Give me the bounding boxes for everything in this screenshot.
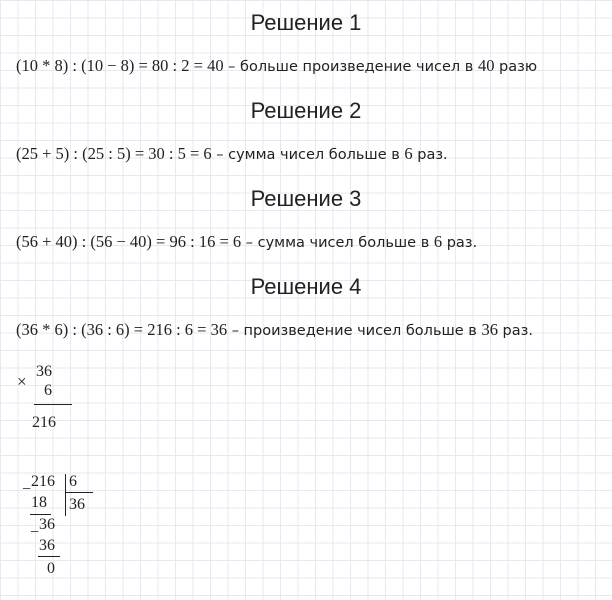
solution-2-expression: (25 + 5) : (25 : 5) = 30 : 5 = 6 bbox=[16, 144, 212, 163]
solution-3-title: Решение 3 bbox=[250, 186, 362, 211]
solution-1-title: Решение 1 bbox=[250, 10, 362, 35]
division-rule-2 bbox=[38, 556, 60, 557]
solution-1-text: – больше произведение чисел в bbox=[223, 59, 478, 75]
division-bar bbox=[65, 474, 66, 516]
solution-3-expression: (56 + 40) : (56 − 40) = 96 : 16 = 6 bbox=[16, 232, 242, 251]
solution-1-line bbox=[16, 56, 537, 76]
divisor-rule bbox=[65, 492, 93, 493]
multiply-sign: × bbox=[17, 372, 27, 391]
division-step-2-remainder: 36 bbox=[39, 516, 55, 533]
solution-2-number: 6 bbox=[404, 144, 413, 163]
divisor: 6 bbox=[69, 473, 77, 490]
solution-4-tail: раз. bbox=[497, 323, 533, 339]
solution-3-line bbox=[16, 232, 477, 252]
solution-4-text: – произведение чисел больше в bbox=[227, 323, 482, 339]
division-step-2-subtrahend: 36 bbox=[39, 537, 55, 554]
division-minus-2: − bbox=[30, 524, 40, 541]
division-minus-1: − bbox=[22, 481, 32, 498]
solution-2-text: – сумма чисел больше в bbox=[211, 147, 405, 163]
multiplication-result: 216 bbox=[32, 414, 56, 431]
solution-2-tail: раз. bbox=[412, 147, 448, 163]
solution-4-title: Решение 4 bbox=[250, 274, 362, 299]
dividend: 216 bbox=[31, 473, 55, 490]
solution-3-number: 6 bbox=[433, 232, 443, 251]
solution-1-number: 40 bbox=[477, 56, 495, 75]
solution-2-title: Решение 2 bbox=[250, 98, 362, 123]
solution-3-text: – сумма чисел больше в bbox=[241, 235, 434, 251]
multiplication-rule bbox=[34, 404, 72, 405]
division-remainder: 0 bbox=[47, 560, 55, 577]
solution-4-expression: (36 * 6) : (36 : 6) = 216 : 6 = 36 bbox=[16, 320, 228, 339]
solution-4-number: 36 bbox=[481, 320, 498, 339]
solution-2-line bbox=[16, 144, 448, 164]
multiplier: 6 bbox=[44, 382, 52, 399]
solution-1-tail: разю bbox=[494, 59, 538, 75]
multiplicand: 36 bbox=[36, 363, 52, 380]
solution-3-tail: раз. bbox=[442, 235, 478, 251]
division-rule-1 bbox=[30, 514, 51, 515]
solution-4-line bbox=[16, 320, 533, 340]
quotient: 36 bbox=[69, 496, 85, 513]
solution-1-expression: (10 * 8) : (10 − 8) = 80 : 2 = 40 bbox=[16, 56, 224, 75]
division-step-1-subtrahend: 18 bbox=[31, 494, 47, 511]
